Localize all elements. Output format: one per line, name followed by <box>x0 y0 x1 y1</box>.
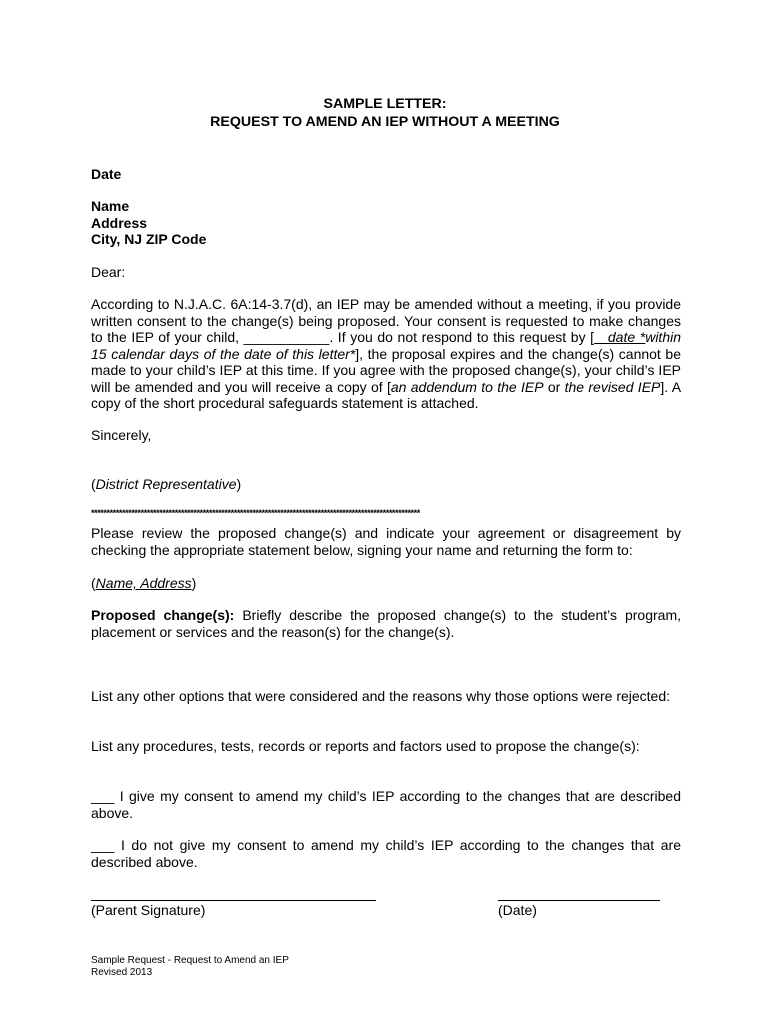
body-text-1: According to N.J.A.C. 6A:14-3.7(d), an IEP may be amended without a meeting, if you provide written consent to the change(s) being proposed. Your consent is requested to make changes to the IEP of your child, ___________. If you do not respond to this request by [ <box>91 296 681 345</box>
parent-signature-label: (Parent Signature) <box>91 902 206 918</box>
footer-title: Sample Request - Request to Amend an IEP <box>91 955 289 966</box>
body-paragraph <box>91 296 681 412</box>
return-address <box>91 575 681 592</box>
recipient-address <box>91 198 681 248</box>
proposed-changes <box>91 607 681 640</box>
signature-date-label: (Date) <box>498 902 537 918</box>
district-representative <box>91 476 681 493</box>
salutation: Dear: <box>91 264 126 280</box>
consent-no-statement: ___ I do not give my consent to amend my child’s IEP according to the changes that are described above. <box>91 837 681 870</box>
footer <box>91 955 289 979</box>
title-line-1: SAMPLE LETTER: <box>323 96 447 112</box>
separator-line: ********************************************************************************************************** <box>91 508 420 518</box>
recipient-street: Address <box>91 214 148 231</box>
return-close-paren: ) <box>191 575 197 591</box>
recipient-name: Name <box>91 198 130 214</box>
date-signature-line <box>498 900 660 901</box>
proposed-changes-label: Proposed change(s): <box>91 607 235 623</box>
rep-label: District Representative <box>95 476 237 492</box>
return-address-label: Name, Address <box>95 575 192 591</box>
rep-close-paren: ) <box>236 476 242 492</box>
response-deadline: within 15 calendar days of the date of this letter* <box>91 329 681 362</box>
recipient-city: City, NJ ZIP Code <box>91 231 207 247</box>
rep-open-paren: ( <box>91 476 96 492</box>
proposed-changes-text: Briefly describe the proposed change(s) to the student’s program, placement or services and the reason(s) for the change(s). <box>91 607 682 640</box>
return-open-paren: ( <box>91 575 96 591</box>
addendum-option: an addendum to the IEP <box>390 378 544 395</box>
date-label: Date <box>91 166 122 182</box>
response-date-field: date * <box>594 329 646 345</box>
procedures-prompt: List any procedures, tests, records or reports and factors used to propose the change(s): <box>91 738 640 754</box>
or-word: or <box>543 378 565 395</box>
revised-iep-option: the revised IEP <box>564 378 661 395</box>
body-text-3: ]. A copy of the short procedural safeguards statement is attached. <box>91 378 682 411</box>
review-instructions: Please review the proposed change(s) and indicate your agreement or disagreement by checking the appropriate statement below, signing your name and returning the form to: <box>91 525 681 558</box>
consent-yes-statement: ___ I give my consent to amend my child’s IEP according to the changes that are described above. <box>91 788 681 821</box>
other-options-prompt: List any other options that were considered and the reasons why those options were rejected: <box>91 688 671 704</box>
title-line-2: REQUEST TO AMEND AN IEP WITHOUT A MEETING <box>210 114 560 130</box>
parent-signature-line <box>91 900 376 901</box>
body-text-2: ], the proposal expires and the change(s) cannot be made to your child’s IEP at this time. If you agree with the proposed change(s), your child’s IEP will be amended and you will receive a copy of [ <box>91 345 682 395</box>
footer-revision: Revised 2013 <box>91 967 153 978</box>
closing: Sincerely, <box>91 427 152 443</box>
